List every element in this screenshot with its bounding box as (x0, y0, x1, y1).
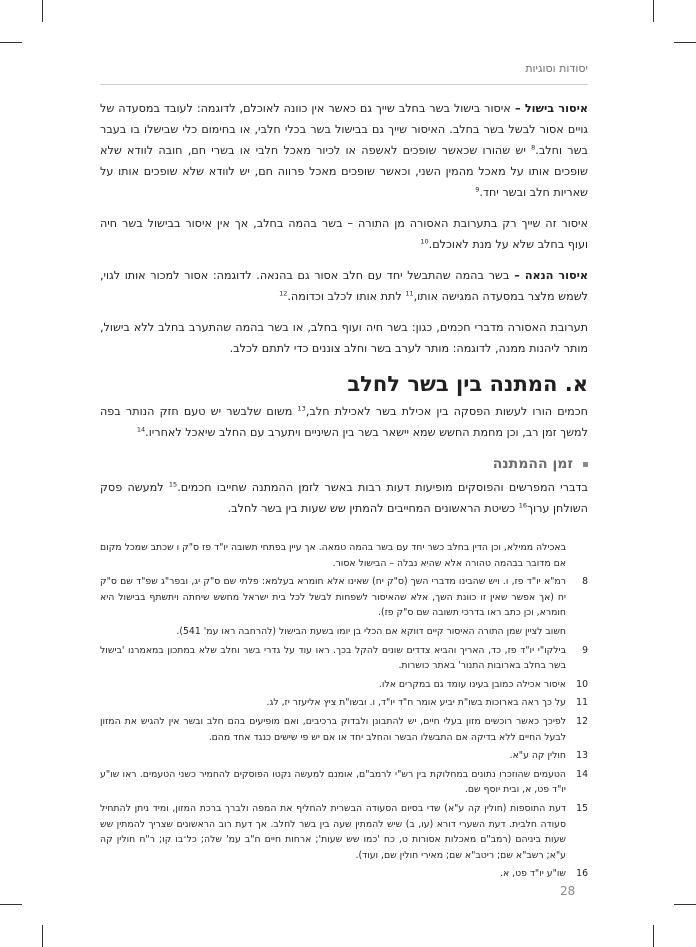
footnote-number: 11 (576, 697, 588, 709)
footnote-number: 14 (576, 768, 588, 780)
footnote-ref[interactable]: 9 (475, 185, 480, 194)
footnote-text: חשוב לציין שמן התורה האיסור קיים דווקא אם הכלי בן יומו בשעת הבישול (להרחבה ראו עמ' 541). (176, 625, 566, 637)
footnote-text: רמ"א יו"ד פז, ו. ויש שהבינו מדברי השך (ס"ק יח) שאינו אלא חומרא בעלמא: פלתי שם ס"ק יג, ובפר"ג שפ"ד שם ס"ק יח (אך אפשר שאין זו כוונת השך, אלא שהאיסור לשפחות לבשל לכל בית ישראל מחשש שיחתה ויתשתף בבישול היא חומרא, וכן כתב ראו בדרכי תשובה שם ס"ק פז). (100, 576, 566, 619)
footnote-item (100, 801, 588, 863)
paragraph-waiting-time (100, 477, 588, 519)
footnote-number: 9 (582, 644, 588, 656)
footnote-item (100, 624, 588, 640)
footnotes (100, 540, 588, 885)
footnote-ref[interactable]: 14 (136, 425, 146, 434)
footnote-text: בילקו"י יו"ד פז, כד, האריך והביא צדדים שונים להקל בכך. ראו עוד על גדרי בשר וחלב שלא במתכון במאמרנו 'בישול בשר בחלב בארובות התנור' באתר כושרות. (100, 644, 566, 672)
paragraph-text: בדברי המפרשים והפוסקים מופיעות דעות רבות באשר לזמן ההמתנה שחייבו חכמים. (177, 481, 589, 494)
footnote-number (566, 624, 588, 640)
paragraph-text: איסור זה שייך רק בתערובת האסורה מן התורה – בשר בהמה בחלב, אך אין איסור בבישול בשר חיה ועוף בחלב שלא על מנת לאוכלם. (100, 217, 588, 251)
page-number: 28 (560, 884, 576, 898)
footnote-item (100, 574, 588, 621)
paragraph-text: למעשה פסק השולחן ערוך (100, 481, 588, 515)
footnote-ref[interactable]: 15 (168, 480, 178, 489)
paragraph-rabbinic-mixture (100, 317, 588, 359)
paragraph-text: איסור בישול בשר בחלב שייך גם כאשר אין כוונה לאוכלם, לדוגמה: לעובד במסעדה של גויים אסור לבשל בשר בחלב. האיסור שייך גם בבישול בשר בכלי חלבי, או בחימום כלי שבישלו בו בעבר בשר וחלב. (100, 102, 588, 157)
bullet-square-icon (583, 462, 588, 467)
footnote-item (100, 643, 588, 674)
footnote-item (100, 695, 588, 711)
footnote-item (100, 767, 588, 798)
footnote-item (100, 677, 588, 693)
section-title: א. המתנה בין בשר לחלב (347, 372, 588, 396)
footnote-number: 15 (576, 802, 588, 814)
footnote-item (100, 714, 588, 745)
paragraph-text: לתת אותו לכלב וכדומה. (287, 290, 406, 303)
footnote-number: 8 (582, 576, 588, 588)
footnote-ref[interactable]: 16 (518, 501, 528, 510)
paragraph-text: תערובת האסורה מדברי חכמים, כגון: בשר חיה ועוף בחלב, או בשר בהמה שהתערב בחלב ללא בישול, מותר ליהנות ממנה, לדוגמה: מותר לערב בשר וחלב צוננים כדי לתתם לכלב. (100, 321, 588, 355)
paragraph-text: חכמים הורו לעשות הפסקה בין אכילת בשר לאכילת חלב, (305, 405, 588, 418)
footnote-text: חולין קה ע"א. (509, 750, 566, 762)
footnote-text: באכילה ממילא, וכן הדין בחלב כשר יחד עם בשר בהמה טמאה. אך עיין בפתחי תשובה יו"ד פז ס"ק ו שכתב שמכל מקום אם מדובר בבהמה טהורה אלא שהיא נבלה – הבישול אסור. (100, 542, 566, 569)
footnote-number: 10 (576, 678, 588, 690)
footnote-ref[interactable]: 8 (531, 143, 536, 152)
footnote-text: שו"ע יו"ד פט, א. (499, 868, 566, 880)
running-head: יסודות וסוגיות (100, 62, 588, 85)
footnote-number: 16 (576, 868, 588, 880)
paragraph-cooking-prohibition (100, 98, 588, 203)
subsection-title (100, 453, 588, 475)
footnote-text: דעת התוספות (חולין קה ע"א) שדי בסיום הסעודה הבשרית להחליף את המפה ולברך ברכת המזון, ומיד ניתן להתחיל סעודה חלבית. דעת השערי דורא (עו, ב) שיש להמתין שעה בין בשר לחלב. אך דעת רוב הראשונים שצריך להמתין שש שעות ביניהם (רמב"ם מאכלות אסורות ט, כח 'כמו שש שעות'; ארחות חיים ח"ב עמ' שלה; כל־בו קו; ר"ח חולין קה ע"א; רשב"א שם; ריטב"א שם; מאירי חולין שם, ועוד). (100, 802, 566, 861)
footnote-item (100, 866, 588, 882)
footnote-text: הטעמים שהוזכרו נתונים במחלוקת בין רש"י לרמב"ם, אומנם למעשה נקטו הפוסקים להחמיר כשני הטעמים. ראו שו"ע יו"ד פט, א, ובית יוסף שם. (100, 768, 566, 796)
paragraph-text: כשיטת הראשונים המחייבים להמתין שש שעות בין בשר לחלב. (227, 502, 519, 515)
footnote-ref[interactable]: 10 (420, 237, 429, 246)
footnote-continuation (100, 540, 588, 571)
footnote-item (100, 748, 588, 764)
footnote-text: איסור אכילה כמובן בעינו עומד גם במקרים אלו. (378, 678, 566, 690)
footnote-number: 13 (576, 750, 588, 762)
subsection-title-text: זמן ההמתנה (492, 456, 573, 472)
term-label: איסור הנאה – (509, 269, 589, 282)
main-text (100, 98, 588, 529)
paragraph-benefit-prohibition (100, 265, 588, 307)
footnote-ref[interactable]: 11 (405, 289, 414, 298)
paragraph-text: משום שלבשר יש טעם חזק הנותר בפה למשך זמן רב, וכן מחמת החשש שמא יישאר בשר בין השיניים ויתערב עם החלב שיאכל לאחריו. (100, 405, 588, 439)
footnote-ref[interactable]: 12 (279, 289, 288, 298)
paragraph-torah-mixture (100, 213, 588, 255)
footnote-text: על כך ראה בארוכות בשו"ת יביע אומר ח"ד יו"ד, ו. ובשו"ת ציץ אליעזר יז, לג. (266, 697, 566, 709)
term-label: איסור בישול – (510, 102, 589, 115)
paragraph-waiting-reason (100, 401, 588, 443)
footnote-text: לפיכך כאשר רוכשים מזון בעלי חיים, יש להתבונן ולבדוק ברכיבים, ואם מופיעים בהם חלב ובשר אין להגיש את המזון לבעל החיים ללא בדיקה אם התבשלו הבשר והחלב יחד או אם יש פי שישים כנגד אחד מהם. (100, 715, 566, 743)
footnote-number: 12 (576, 715, 588, 727)
paragraph-text: יש שהורו שכאשר שופכים לאשפה או לכיור מאכל חלבי או בשרי חם, חובה לוודא שלא שופכים אותו על מאכל מהמין השני, וכאשר שופכים מאכל פרווה חם, יש לוודא שלא שופכים אותו על שאריות חלב ובשר יחד. (100, 144, 588, 199)
footnote-ref[interactable]: 13 (297, 404, 306, 413)
paragraph-text: בשר בהמה שהתבשל יחד עם חלב אסור גם בהנאה. לדוגמה: אסור למכור אותו לגוי, לשמש מלצר במסעדה המגישה אותו, (100, 269, 588, 303)
